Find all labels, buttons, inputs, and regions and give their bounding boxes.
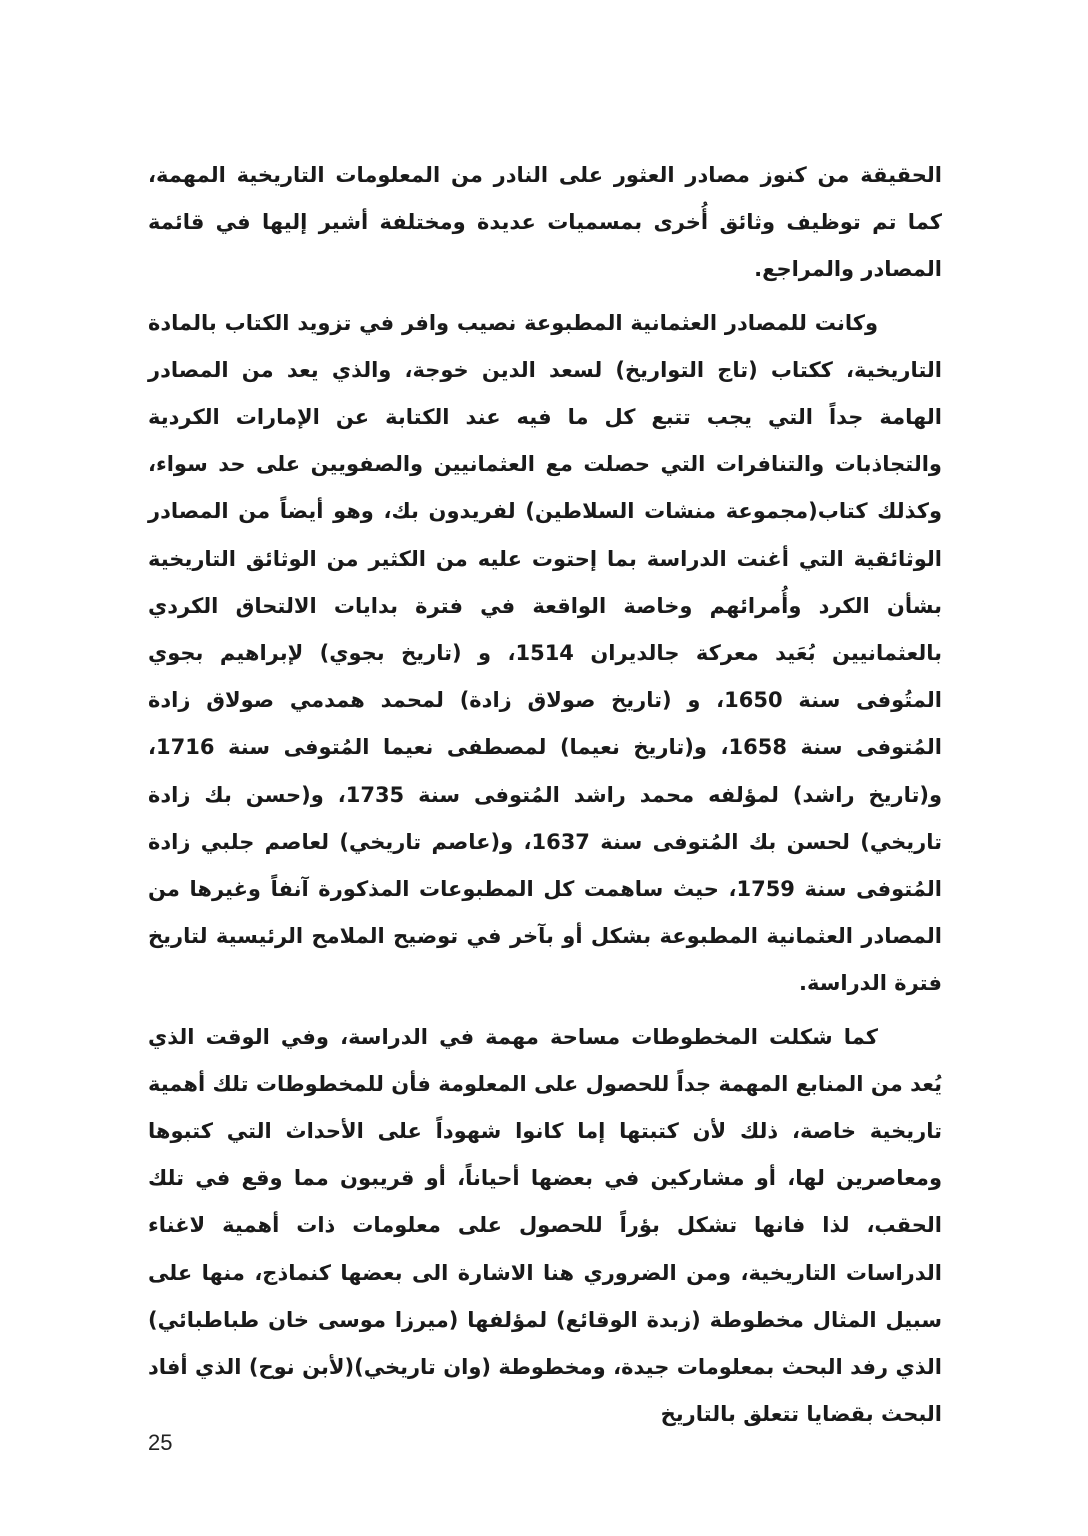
page-number: 25	[148, 1430, 173, 1455]
paragraph-continuation: الحقيقة من كنوز مصادر العثور على النادر من المعلومات التاريخية المهمة، كما تم توظيف وثائق أُخرى بمسميات عديدة ومختلفة أشير إليها في قائمة المصادر والمراجع.	[148, 163, 942, 282]
paragraph-ottoman-sources: وكانت للمصادر العثمانية المطبوعة نصيب وافر في تزويد الكتاب بالمادة التاريخية، ككتاب (تاج التواريخ) لسعد الدين خوجة، والذي يعد من المصادر الهامة جداً التي يجب تتبع كل ما فيه عند الكتابة عن الإمارات الكردية والتجاذبات والتنافرات التي حصلت مع العثمانيين والصفويين على حد سواء، وكذلك كتاب(مجموعة منشات السلاطين) لفريدون بك، وهو أيضاً من المصادر الوثائقية التي أغنت الدراسة بما إحتوت عليه من الكثير من الوثائق التاريخية بشأن الكرد وأُمرائهم وخاصة الواقعة في فترة بدايات الالتحاق الكردي بالعثمانيين بُعَيد معركة جالديران 1514، و (تاريخ بجوي) لإبراهيم بجوي المتُوفى سنة 1650، و (تاريخ صولاق زادة) لمحمد همدمي صولاق زادة المُتوفى سنة 1658، و(تاريخ نعيما) لمصطفى نعيما المُتوفى سنة 1716، و(تاريخ راشد) لمؤلفه محمد راشد المُتوفى سنة 1735، و(حسن بك زادة تاريخي) لحسن بك المُتوفى سنة 1637، و(عاصم تاريخي) لعاصم جلبي زادة المُتوفى سنة 1759، حيث ساهمت كل المطبوعات المذكورة آنفاً وغيرها من المصادر العثمانية المطبوعة بشكل أو بآخر في توضيح الملامح الرئيسية لتاريخ فترة الدراسة.	[148, 310, 942, 996]
body-text	[148, 152, 942, 1438]
paragraph-manuscripts: كما شكلت المخطوطات مساحة مهمة في الدراسة، وفي الوقت الذي يُعد من المنابع المهمة جداً للحصول على المعلومة فأن للمخطوطات تلك أهمية تاريخية خاصة، ذلك لأن كتبتها إما كانوا شهوداً على الأحداث التي كتبوها ومعاصرين لها، أو مشاركين في بعضها أحياناً، أو قريبون مما وقع في تلك الحقب، لذا فانها تشكل بؤراً للحصول على معلومات ذات أهمية لاغناء الدراسات التاريخية، ومن الضروري هنا الاشارة الى بعضها كنماذج، منها على سبيل المثال مخطوطة (زبدة الوقائع) لمؤلفها (ميرزا موسى خان طباطبائي) الذي رفد البحث بمعلومات جيدة، ومخطوطة (وان تاريخي)(لأبن نوح) الذي أفاد البحث بقضايا تتعلق بالتاريخ	[148, 1024, 942, 1427]
